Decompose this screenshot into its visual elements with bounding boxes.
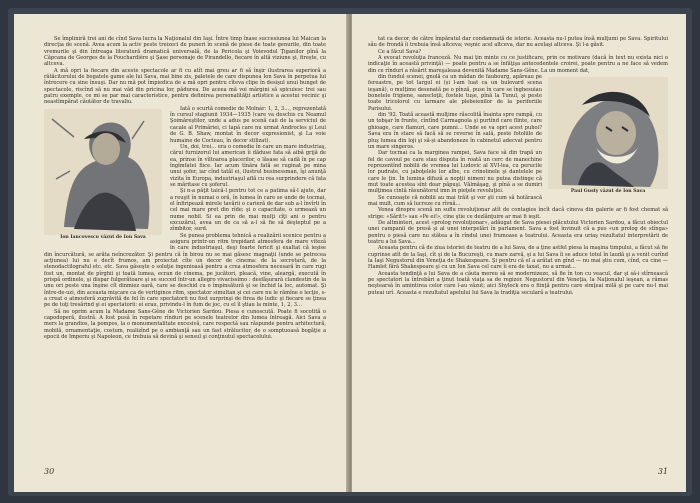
paragraph: Să ne oprim acum la Madame Sans-Gêne de Victorien Sardou. Piesa e cunoscută. Poate fi socotită o capodoperă, ilustră. A fost pusă în repetare rînduri pe scenele teatrelor din lumea întreagă. Aici Sava a mers la grandios, la pompos, la o monumentalitate excesivă, care respectă sau răspunde pentru arhitectură, mobilă, ornamentaţie, costum, realizînd pe o ambianţă sau un fast strălucitor, de o somptuoasă bogăţie a epocii de Imperiu şi Napoleon, ce trebuia să devină şi sensul şi conţinutul spectacolului.	[44, 308, 326, 341]
book-spread	[8, 8, 692, 496]
right-page	[352, 14, 686, 492]
paragraph: tat ca decor, de către împăratul dar condamnată de istorie. Aceasta nu-l putea însă mulţumi pe Sava. Spiritului său de frondă îi trebuia însă altceva; veşnic acel altceva, dar nu acelaşi altceva. Şi l-a găsit.	[368, 36, 668, 49]
caption-right: Paul Gusty văzut de Ion Sava	[570, 189, 646, 195]
paragraph: Şi n-a păţit taică-l pentru tot ce a patima să-l ajute, dar a reuşit în numai o oră, în lumea în care se unde de tocmai, el înfiripează mirele tavării o carieră de dar sub a-l învîrti în cel mai mare pret din rîde; şi o capacitate, o urmează un nume nobil. Si ea prin de mai mulţi cîţi ani o pentru excuzărul, avea un de ca să a-l să fie să deşteptul pe a zîmbitor, surd.	[170, 188, 326, 233]
caricature-drawing	[44, 109, 162, 235]
paragraph: Venea dinspre scenă un suflu revoluţionar atît de contagios încît dacă cineva din galerie ar fi fost chemat să strige: «Sărit!» sau «Pe ei!», cine ştie ce dezlănţuire ar mai fi ieşit.	[368, 207, 668, 220]
paragraph: Iată o scurtă comedie de Molnár: 1, 2, 3…, reprezentată în cursul stagiunii 1934—1935 (care va deschis cu Neamul Şoimăreştilor, unde a adus pe scenă caii de la serviciul de cacale al Primăriei, ci tapă care nu urmat Androcles şi Leul de G. B. Shaw, montat în decor expresionist, şi La voie humaine de Cocteau, în decor stilizat).	[170, 105, 326, 144]
page-number-right: 31	[657, 467, 668, 476]
paragraph: Un, doi, trei… era o comedie în care un mare industriaş, cărui furnizorul lui american îi dăduse fata să aibă grijă de ea, prinse în vîltoarea placerilor, o lăsase să cadă în pe cap îngîmfatei fiice. Iar acum tînăra fată se ruginat pe mina unui şofer, iar cînd tatăl ei, ilustrul businessman, îşi anunţă vizita în Europa, industriaşul află cu rea surprindere că fata se măritase cu şoferul.	[170, 143, 326, 188]
paragraph: Se punea problema tehnică a realizării scenice pentru a asigura printr-un ritm trepidant atmosfera de mare viteză în care industriaşul, deşi foarte fericit şi exaltat că ieşise din încurcătură, se arăta neîncrezător. Şi pentru că în birou nu se mai găsesc magnaţii (unde se petrecea acţiunea) lui nu e decît frumos, am proiectat cîte un decor de cinema: de la secretară, de la stenodactilograful etc. etc. Sava găseşte o soluţie ingenioasă pentru a crea atmosfera necesară în care rugi fost un, montat de pîrghii şi toată lumea, ecran de cinema, pe jucători, pleacă, vine, aleargă, execută în prispă ordinele, şi dispar fulgerătoare şi se succed într-un allegro vivacissimo : desfăşurară clandestin de la unu ori peste una înşine cît dinmiez oară, care se deschid cu o împinsătură şi se închid la loc, automat. Şi între-de-uzi, din aceasta mişcare ca de vertiginos ritm, spectator simultan şi cei care nu le rămîne o lecţie, s-a creat o atmosferă zugrăvită de fel în care spectatorii nu fost surprinşi de firea de ludic şi fiecare se ţinea pe de toţi tresărind şi ei spectatorii: ei erau, privindu-l în fum de joc, cu el îl ştiau la minte, 1, 2, 3…	[44, 232, 326, 309]
paragraph: Se cunoaşte că nobilii au mai trăit şi vor şti cum să hotărască mai mult, cum să lucreze cu rîvnă...	[368, 194, 542, 207]
illustration-iancovescu	[44, 109, 162, 247]
paragraph: Se împliniră trei ani de cînd Sava lucra la Naţionalul din Iaşi. Între timp înase succesiunea lui Maican la direcţia de scenă. Avea acum la activ peste treizeci de puneri în scenă de piese de toate genurile, din toate vremurile şi din întreaga literatură dramatică universală, de la Pericola şi Voievodul Ţiganilor pînă la Căpcana de Georges de la Fouchardière şi Şase personaje de Pirandello, fiecare în altă viziune şi, firește, cu altceva.	[44, 36, 326, 68]
paragraph: De altminteri, acest «prolog revoluţionar», adăugat de Sava piesei plăcutului Victorien Sardou, a făcut obiectul unei campanii de presă şi al unei interpelări în parlament. Sava a fost învinuit că a pus «un prolog de stînga» pentru o piesă care nu stătea a în rîndul unei frumoase a teatrului. Aceasta era uriaş rezultatul interpretării de teatru a lui Sava...	[368, 219, 668, 245]
right-text-column	[368, 36, 668, 296]
paragraph: Aceasta tendinţă a lui Sava de a căuta mereu să se modernizeze, să fie în ton cu veacul, dar şi să-i stîrnească pe spectatori la întrebări a ţinut toată viaţa sa de regizor. Negustorul din Veneţia, la Naţionalul ieşean, a rămas neştearsă în amintirea celor care l-au văzut; aici Shylock era o fiinţă pentru care simţeai milă şi pe care nu-l mai puteai urî. Aceasta e rezultatul apelului lui Sava la tradiţia seculară a teatrului.	[368, 270, 668, 296]
page-number-left: 30	[44, 467, 55, 476]
paragraph: A mă opri la fiecare din aceste spectacole ar fi cu atît mai greu ar fi să înşir ilustrarea superioră a rătăcitorului de bogatele game ale lui Sava, mai bine zis, paletele de care dispunea Ion Sava în perpetua lui întrecere cu sine însuşi. Dar nu mă pot împiedica de a mă opri pentru cîteva clipe în desişul unui bunget de spectacole, riscînd să nu mai văd din pricina lor, pădurea. De aceea mă voi mărgini să spicuiesc trei sau patru exemple, ce mi se par mai caracteristice, pentru definirea personalităţii artistice a acestui vecinic şi neastîmpărat căutător de travaliu.	[44, 67, 326, 106]
left-text-column	[44, 36, 326, 341]
paragraph: Ce a făcut Sava?	[378, 48, 422, 55]
caption-left: Ion Iancovescu văzut de Ion Sava	[60, 234, 146, 240]
paragraph: din fundul scenei, gnolă ca un mădan de faubourg, apăreau pe fereastre, pe tot largul ei (și l-am luat ca un bulevard scena ieşană), o mulţime desenată pe o pînză, puse în care se înghesuiau bonetele frigiene, sanscloţii, fostele tuşe, pînă la Tunul, şi peste toate tricolorul cu larmare ale plebeienilor de la periferiile Parisului.	[368, 74, 542, 112]
paragraph: din '92. Toată această mulţime răscolită înainta spre rampă, cu un tobşar în frunte, cîntînd Carmagnola şi purtînd care flinte, care ghioage, care flamuri, care pumni… Unde se va opri acest puhoi? Sava era în stare să facă să se reverse în sală, peste fotoliile de pluş lumea din loji şi să-și abandoneze în cabinetul adecvat pentru un mare singeros.	[368, 112, 542, 150]
paragraph: Aceasta pentru că de ziua istoriei de teatru de a lui Sava, de a ţine astfel piesa la maşina timpului, a făcut să fie cuprinse atît de la Iaşi, cît şi de la Bucureşti, cu mare zarvă, şi a lui Sava îi se aduce totul în laudă şi a venit curînd la Iaşi Negustorul din Veneţia de Shakespeare. Şi pentru că el a arătat un gînd — nu mai ştiu cum, cînd, cu cine — Hamlet fără Shakespeare şi cu un Ion Sava cel care îi era de taxat, nu a urmat...	[368, 245, 668, 271]
caricature-drawing	[548, 77, 668, 189]
paragraph: Dar tocmai ca la marginea rampei, Sava face să din trapă un fel de cavoul pe care stau disputa în roată un cerc de manechine reprezentînd nobilii de vremea lui Ludovic al XVI-lea, cu perucile lor pudrate, cu jaboţelele lor albe, cu crinolinele şi dantelele pe care le ţin. În lumina difuză a nopţii nimeni nu putea distinge că mut toate acestea sînt doar păpuşi. Vălmăşag, şi pînă a se dumiri mulţimea cîntă răsunătorul imn în pieţele revoluţiei.	[368, 150, 542, 195]
left-page	[14, 14, 348, 492]
paragraph: A evocat revoluţia franceză. Nu mai ţin minte cu ce justificare, prin ce motivare (dacă în text nu exista nici o indicaţie în această privinţă) — poate pentru a se înfăţişa antecedentele croirei, poate pentru a ne face să vedem din ce rînduri a răsărit mareşaleasa devenită Madame Sans-Gêne. La un moment dat,	[368, 55, 668, 74]
illustration-gusty	[548, 77, 668, 201]
